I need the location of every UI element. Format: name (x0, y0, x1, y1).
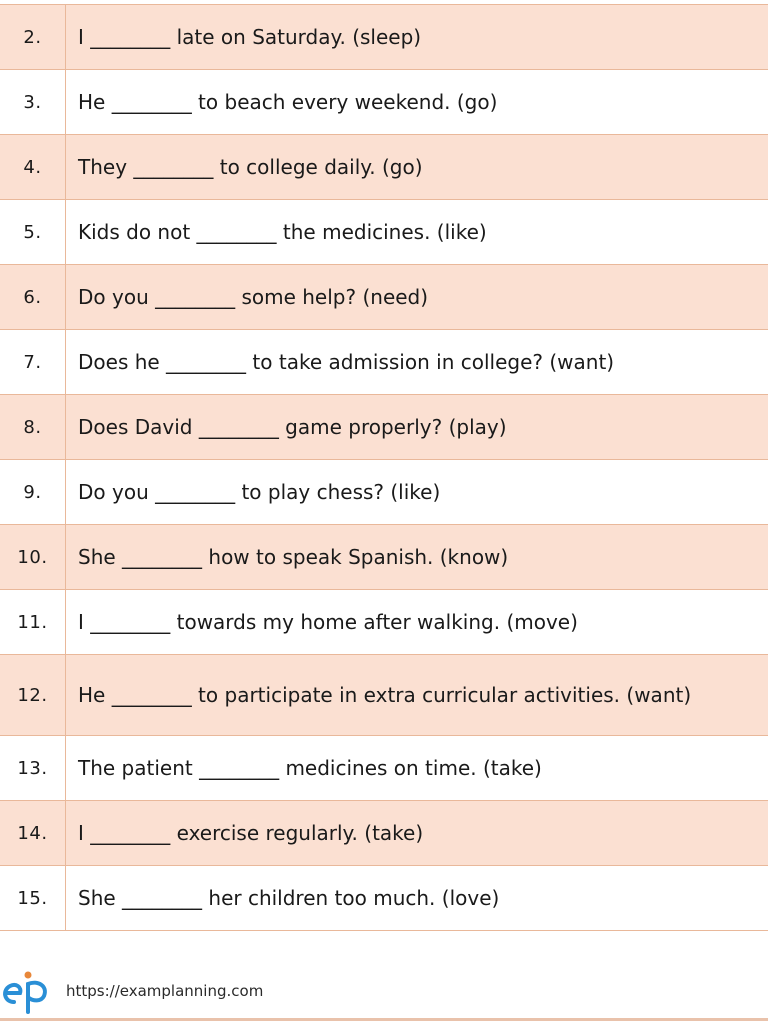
examplanning-logo-icon (0, 968, 52, 1014)
row-number: 4. (0, 135, 66, 199)
exercise-table (0, 4, 768, 931)
table-row (0, 655, 768, 736)
table-row (0, 330, 768, 395)
row-sentence: He ________ to beach every weekend. (go) (78, 90, 498, 114)
row-number: 15. (0, 866, 66, 930)
table-row (0, 590, 768, 655)
row-number: 13. (0, 736, 66, 800)
row-number: 8. (0, 395, 66, 459)
row-sentence: She ________ her children too much. (love) (78, 886, 500, 910)
site-url[interactable]: https://examplanning.com (66, 982, 264, 1000)
table-row (0, 525, 768, 590)
row-sentence: Do you ________ some help? (need) (78, 285, 429, 309)
table-row (0, 5, 768, 70)
row-sentence: She ________ how to speak Spanish. (know) (78, 545, 509, 569)
row-sentence: Does David ________ game properly? (play) (78, 415, 507, 439)
footer-divider (0, 1018, 768, 1021)
table-row (0, 736, 768, 801)
row-sentence: I ________ late on Saturday. (sleep) (78, 25, 422, 49)
row-sentence: I ________ towards my home after walking. (move) (78, 610, 578, 634)
row-number: 6. (0, 265, 66, 329)
table-row (0, 265, 768, 330)
table-row (0, 395, 768, 460)
row-sentence: Kids do not ________ the medicines. (like) (78, 220, 487, 244)
row-number: 5. (0, 200, 66, 264)
row-sentence: The patient ________ medicines on time. (take) (78, 756, 542, 780)
row-number: 7. (0, 330, 66, 394)
row-number: 14. (0, 801, 66, 865)
row-sentence: Does he ________ to take admission in college? (want) (78, 350, 615, 374)
row-number: 3. (0, 70, 66, 134)
row-number: 12. (0, 655, 66, 735)
row-number: 11. (0, 590, 66, 654)
row-sentence: He ________ to participate in extra curricular activities. (want) (78, 683, 692, 707)
table-row (0, 135, 768, 200)
row-sentence: Do you ________ to play chess? (like) (78, 480, 441, 504)
row-number: 9. (0, 460, 66, 524)
table-row (0, 200, 768, 265)
page-footer (0, 960, 768, 1020)
table-row (0, 866, 768, 931)
row-number: 10. (0, 525, 66, 589)
row-number: 2. (0, 5, 66, 69)
table-row (0, 801, 768, 866)
row-sentence: They ________ to college daily. (go) (78, 155, 423, 179)
row-sentence: I ________ exercise regularly. (take) (78, 821, 424, 845)
table-row (0, 70, 768, 135)
table-row (0, 460, 768, 525)
